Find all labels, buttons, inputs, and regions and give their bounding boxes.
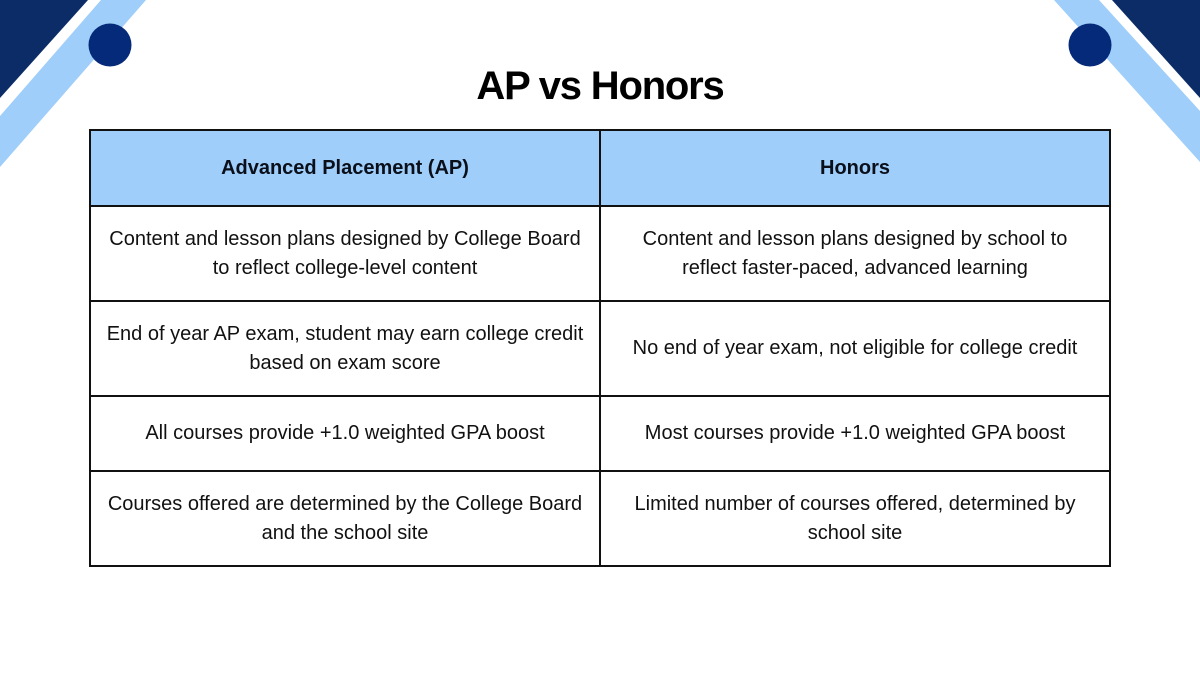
cell-honors-content: Content and lesson plans designed by school to reflect faster-paced, advanced learning <box>600 206 1110 301</box>
table-row <box>90 301 1110 396</box>
cell-honors-gpa: Most courses provide +1.0 weighted GPA boost <box>600 396 1110 471</box>
table-row <box>90 396 1110 471</box>
cell-ap-gpa: All courses provide +1.0 weighted GPA boost <box>90 396 600 471</box>
comparison-table <box>89 129 1111 567</box>
top-right-circle <box>1069 24 1112 67</box>
header-honors: Honors <box>600 130 1110 206</box>
cell-ap-content: Content and lesson plans designed by College Board to reflect college-level content <box>90 206 600 301</box>
top-left-circle <box>89 24 132 67</box>
header-ap: Advanced Placement (AP) <box>90 130 600 206</box>
table-row <box>90 206 1110 301</box>
cell-ap-offerings: Courses offered are determined by the College Board and the school site <box>90 471 600 566</box>
slide-title: AP vs Honors <box>476 64 724 108</box>
cell-honors-offerings: Limited number of courses offered, determined by school site <box>600 471 1110 566</box>
table-header-row <box>90 130 1110 206</box>
cell-honors-exam: No end of year exam, not eligible for college credit <box>600 301 1110 396</box>
table-row <box>90 471 1110 566</box>
cell-ap-exam: End of year AP exam, student may earn college credit based on exam score <box>90 301 600 396</box>
